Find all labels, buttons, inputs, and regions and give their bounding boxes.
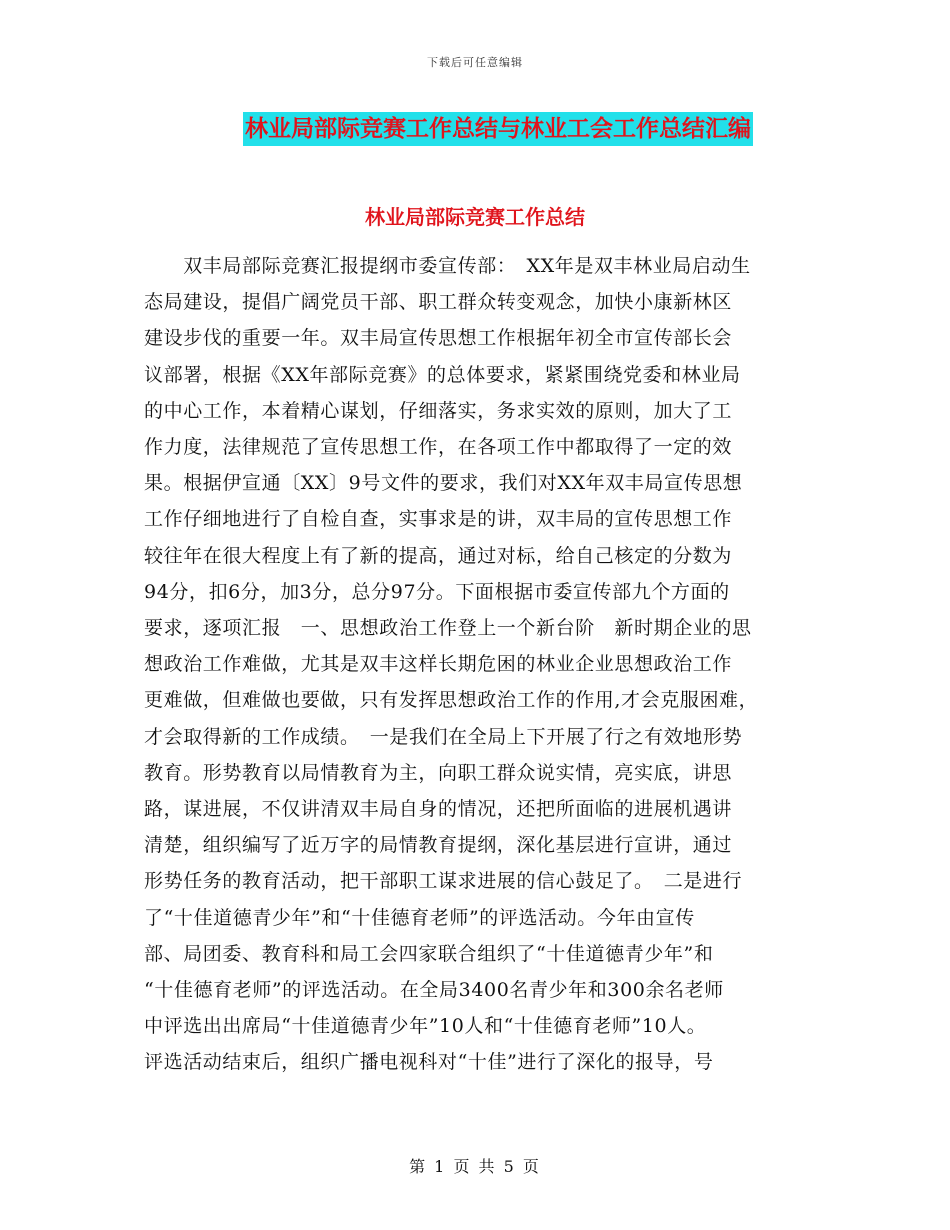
body-line: 工作仔细地进行了自检自查，实事求是的讲，双丰局的宣传思想工作 — [144, 508, 733, 531]
body-line: “十佳德育老师”的评选活动。在全局3400名青少年和300余名老师 — [144, 979, 724, 1002]
body-line: 态局建设，提倡广阔党员干部、职工群众转变观念，加快小康新林区 — [144, 291, 733, 314]
body-line: 了“十佳道德青少年”和“十佳德育老师”的评选活动。今年由宣传 — [144, 906, 695, 929]
body-line: 想政治工作难做，尤其是双丰这样长期危困的林业企业思想政治工作 — [144, 653, 733, 676]
page-number: 第 1 页 共 5 页 — [409, 1157, 541, 1176]
body-line: 作力度，法律规范了宣传思想工作，在各项工作中都取得了一定的效 — [144, 436, 733, 459]
body-line: 果。根据伊宣通〔XX〕9号文件的要求，我们对XX年双丰局宣传思想 — [144, 472, 743, 495]
main-title: 林业局部际竞赛工作总结与林业工会工作总结汇编 — [243, 112, 753, 146]
body-line: 部、局团委、教育科和局工会四家联合组织了“十佳道德青少年”和 — [144, 942, 714, 965]
body-line: 的中心工作，本着精心谋划，仔细落实，务求实效的原则，加大了工 — [144, 399, 733, 422]
body-line: 要求，逐项汇报 一、思想政治工作登上一个新台阶 新时期企业的思 — [144, 617, 752, 640]
body-line: 94分，扣6分，加3分，总分97分。下面根据市委宣传部九个方面的 — [144, 580, 730, 603]
body-line: 较往年在很大程度上有了新的提高，通过对标，给自己核定的分数为 — [144, 544, 733, 567]
body-line: 更难做，但难做也要做，只有发挥思想政治工作的作用,才会克服困难， — [144, 689, 759, 712]
body-line: 才会取得新的工作成绩。 一是我们在全局上下开展了行之有效地形势 — [144, 725, 743, 748]
body-line: 形势任务的教育活动，把干部职工谋求进展的信心鼓足了。 二是进行 — [144, 870, 743, 893]
body-line: 双丰局部际竞赛汇报提纲市委宣传部： XX年是双丰林业局启动生 — [144, 255, 751, 277]
body-line: 路，谋进展，不仅讲清双丰局自身的情况，还把所面临的进展机遇讲 — [144, 798, 733, 821]
header-note: 下载后可任意编辑 — [427, 56, 523, 69]
section-title: 林业局部际竞赛工作总结 — [365, 205, 585, 229]
body-paragraph — [144, 248, 814, 1081]
body-line: 建设步伐的重要一年。双丰局宣传思想工作根据年初全市宣传部长会 — [144, 327, 733, 350]
body-line: 清楚，组织编写了近万字的局情教育提纲，深化基层进行宣讲，通过 — [144, 834, 733, 857]
main-title-container — [0, 112, 950, 146]
body-line: 中评选出出席局“十佳道德青少年”10人和“十佳德育老师”10人。 — [144, 1015, 707, 1038]
body-line: 议部署，根据《XX年部际竞赛》的总体要求，紧紧围绕党委和林业局 — [144, 363, 741, 386]
body-line: 评选活动结束后，组织广播电视科对“十佳”进行了深化的报导，号 — [144, 1051, 714, 1074]
body-line: 教育。形势教育以局情教育为主，向职工群众说实情，亮实底，讲思 — [144, 761, 733, 784]
